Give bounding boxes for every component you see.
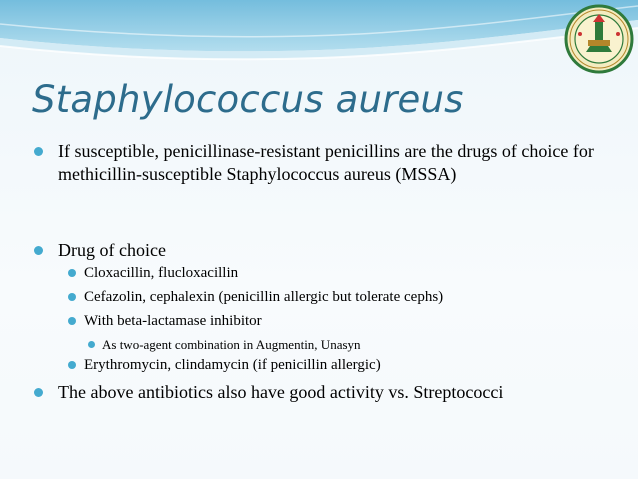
header-wave-band xyxy=(0,0,638,78)
bullet-text: Cefazolin, cephalexin (penicillin allergic but tolerate cephs) xyxy=(84,289,444,305)
bullet-level1 xyxy=(34,140,604,186)
bullet-level2 xyxy=(68,264,608,283)
university-seal-icon xyxy=(564,4,634,74)
bullet-text: The above antibiotics also have good activity vs. Streptococci xyxy=(58,382,504,402)
bullet-level2 xyxy=(68,312,608,331)
bullet-level1 xyxy=(34,381,604,404)
bullet-dot-icon xyxy=(68,269,76,277)
bullet-dot-icon xyxy=(34,246,43,255)
bullet-level2 xyxy=(68,356,608,375)
bullet-dot-icon xyxy=(68,361,76,369)
bullet-dot-icon xyxy=(34,147,43,156)
bullet-text: Erythromycin, clindamycin (if penicillin allergic) xyxy=(84,357,381,373)
wave-decoration xyxy=(0,0,638,78)
bullet-dot-icon xyxy=(34,388,43,397)
bullet-level2 xyxy=(68,288,608,307)
bullet-dot-icon xyxy=(68,293,76,301)
bullet-text: If susceptible, penicillinase-resistant penicillins are the drugs of choice for methicillin-susceptible Staphylococcus aureus (MSSA) xyxy=(58,141,594,184)
slide-title: Staphylococcus aureus xyxy=(32,78,464,121)
bullet-level1 xyxy=(34,239,604,262)
bullet-dot-icon xyxy=(88,341,95,348)
bullet-text: As two-agent combination in Augmentin, Unasyn xyxy=(102,337,361,352)
bullet-text: With beta-lactamase inhibitor xyxy=(84,313,262,329)
bullet-dot-icon xyxy=(68,317,76,325)
bullet-text: Drug of choice xyxy=(58,240,166,260)
bullet-level3 xyxy=(88,336,608,353)
bullet-text: Cloxacillin, flucloxacillin xyxy=(84,265,239,281)
